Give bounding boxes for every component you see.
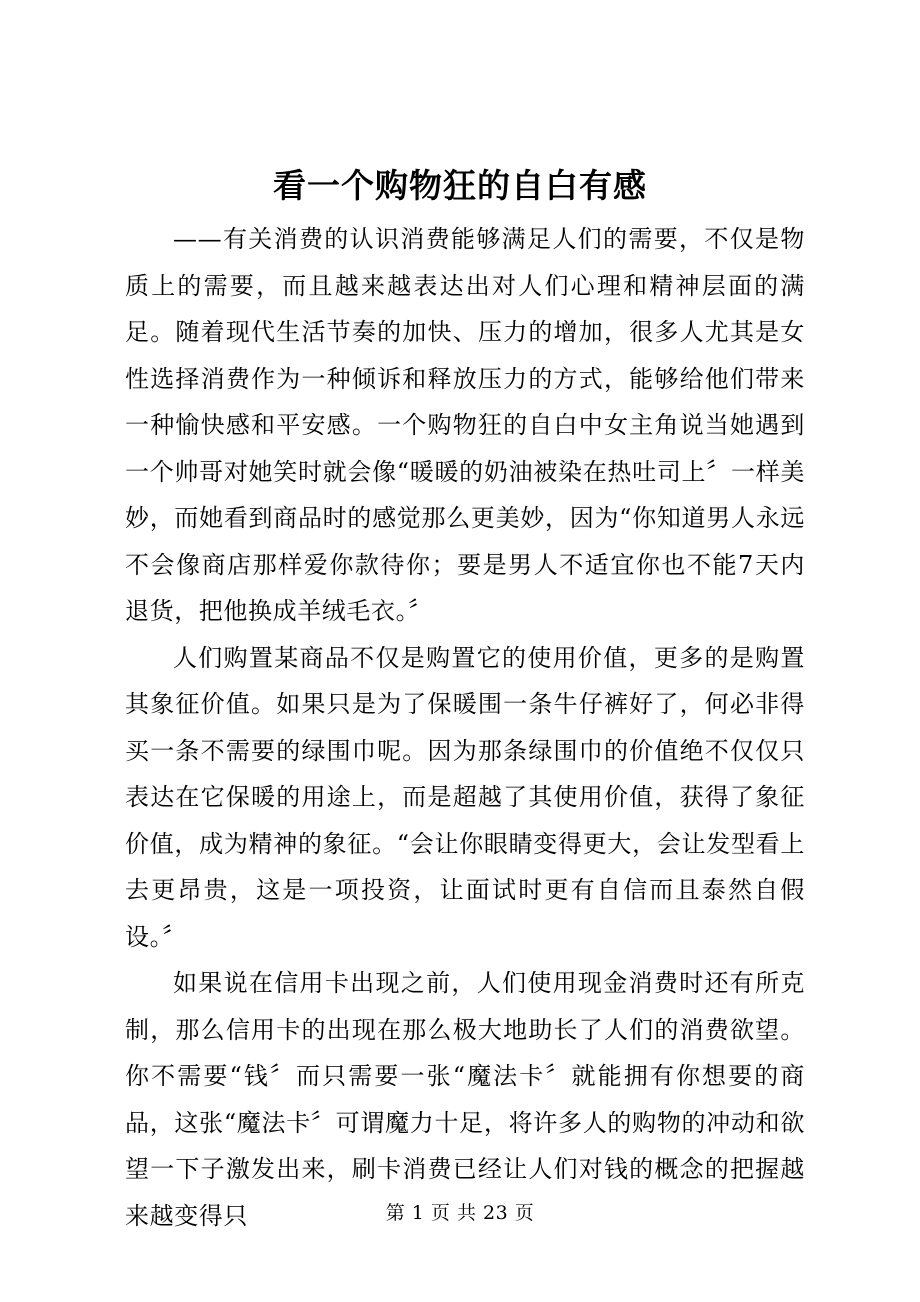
- paragraph-1: ——有关消费的认识消费能够满足人们的需要，不仅是物质上的需要，而且越来越表达出对人们心理和精神层面的满足。随着现代生活节奏的加快、压力的增加，很多人尤其是女性选择消费作为一种倾诉和释放压力的方式，能够给他们带来一种愉快感和平安感。一个购物狂的自白中女主角说当她遇到一个帅哥对她笑时就会像“暖暖的奶油被染在热吐司上〞一样美妙，而她看到商品时的感觉那么更美妙，因为“你知道男人永远不会像商店那样爱你款待你；要是男人不适宜你也不能7天内退货，把他换成羊绒毛衣。〞: [125, 225, 805, 625]
- document-title: 看一个购物狂的自白有感: [273, 166, 647, 205]
- page-footer: 第 1 页 共 23 页: [385, 1202, 535, 1224]
- paragraph-3: 如果说在信用卡出现之前，人们使用现金消费时还有所克制，那么信用卡的出现在那么极大地助长了人们的消费欲望。你不需要“钱〞而只需要一张“魔法卡〞就能拥有你想要的商品，这张“魔法卡〞可谓魔力十足，将许多人的购物的冲动和欲望一下子激发出来，刷卡消费已经让人们对钱的概念的把握越来越变得只: [125, 969, 805, 1230]
- paragraph-2: 人们购置某商品不仅是购置它的使用价值，更多的是购置其象征价值。如果只是为了保暖围一条牛仔裤好了，何必非得买一条不需要的绿围巾呢。因为那条绿围巾的价值绝不仅仅只表达在它保暖的用途上，而是超越了其使用价值，获得了象征价值，成为精神的象征。“会让你眼睛变得更大，会让发型看上去更昂贵，这是一项投资，让面试时更有自信而且泰然自假设。〞: [125, 643, 805, 951]
- document-body: [125, 216, 805, 1239]
